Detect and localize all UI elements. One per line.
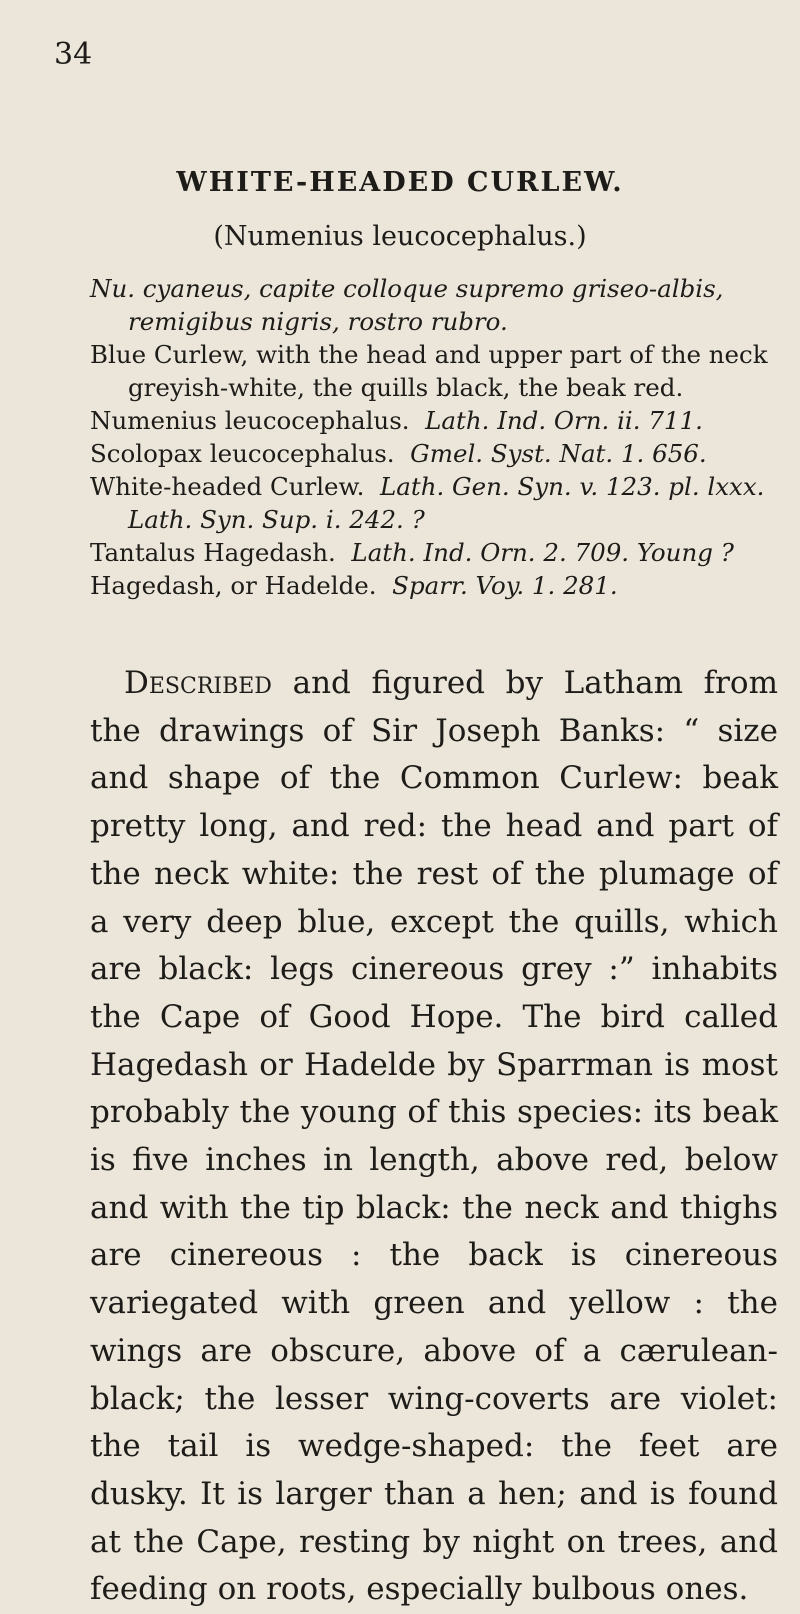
description-lead-word: Described — [124, 665, 272, 701]
synonymy-entry — [90, 536, 780, 569]
synonymy-entry — [90, 437, 780, 470]
synonymy-cite: Gmel. Syst. Nat. 1. 656. — [410, 439, 707, 468]
synonymy-name: Scolopax leucocephalus. — [90, 439, 395, 468]
description-body: and figured by Latham from the drawings of Sir Joseph Banks: “ size and shape of the Common Curlew: beak pretty long, and red: the head and part of the neck white: the rest of the plumage of a very deep blue, except the quills, which are black: legs cinereous grey :” inhabits the Cape of Good Hope. The bird called Hagedash or Hadelde by Sparrman is most probably the young of this species: its beak is five inches in length, above red, below and with the tip black: the neck and thighs are cinereous : the back is cinereous variegated with green and yellow : the wings are obscure, above of a cærulean-black; the lesser wing-coverts are violet: the tail is wedge-shaped: the feet are dusky. It is larger than a hen; and is found at the Cape, resting by night on trees, and feeding on roots, especially bulbous ones. — [90, 665, 778, 1608]
scientific-name-subtitle: (Numenius leucocephalus.) — [213, 221, 587, 252]
description-text — [90, 660, 778, 1614]
page-title: WHITE-HEADED CURLEW. — [176, 167, 624, 198]
synonymy-list — [90, 272, 780, 602]
synonymy-entry — [90, 569, 780, 602]
synonymy-entry — [90, 470, 780, 536]
synonymy-entry — [90, 272, 780, 338]
synonymy-cite: Lath. Gen. Syn. v. 123. pl. lxxx. Lath. Syn. Sup. i. 242. ? — [128, 472, 765, 534]
synonymy-entry — [90, 404, 780, 437]
synonymy-entry — [90, 338, 780, 404]
synonymy-cite: Sparr. Voy. 1. 281. — [392, 571, 618, 600]
description-paragraph — [90, 660, 778, 1614]
page-number: 34 — [54, 37, 93, 72]
synonymy-cite: Nu. cyaneus, capite colloque supremo griseo-albis, remigibus nigris, rostro rubro. — [90, 274, 724, 336]
synonymy-name: Blue Curlew, with the head and upper part of the neck greyish-white, the quills black, the beak red. — [90, 340, 768, 402]
synonymy-name: Hagedash, or Hadelde. — [90, 571, 377, 600]
synonymy-name: White-headed Curlew. — [90, 472, 365, 501]
synonymy-name: Tantalus Hagedash. — [90, 538, 336, 567]
synonymy-cite: Lath. Ind. Orn. ii. 711. — [425, 406, 703, 435]
synonymy-name: Numenius leucocephalus. — [90, 406, 410, 435]
synonymy-cite: Lath. Ind. Orn. 2. 709. Young ? — [351, 538, 734, 567]
